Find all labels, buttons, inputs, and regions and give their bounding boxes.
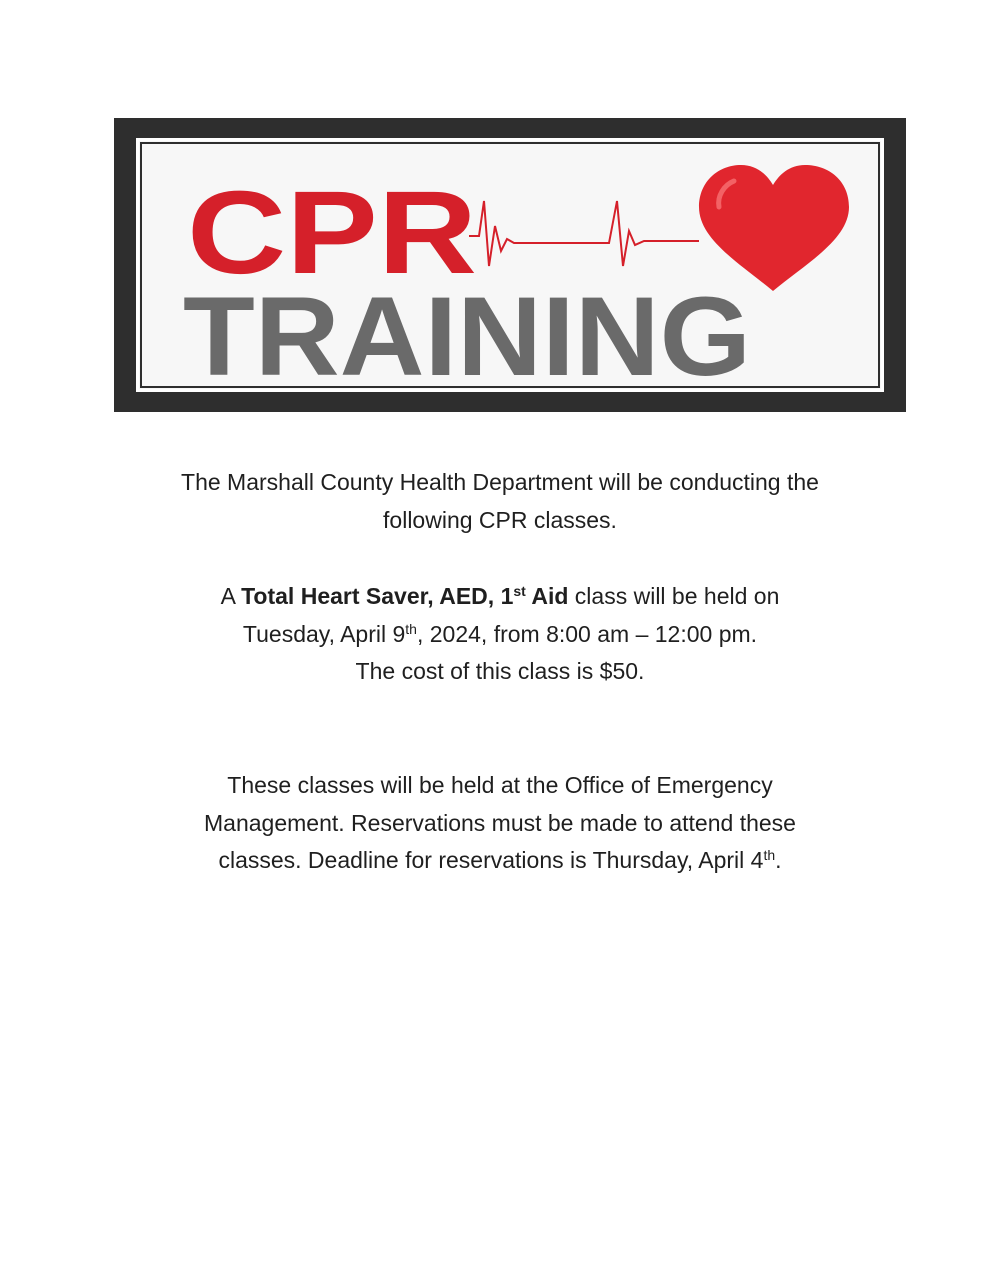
location-line-2: Management. Reservations must be made to attend these	[204, 809, 796, 836]
class-prefix: A	[220, 583, 242, 609]
deadline-period: .	[775, 847, 782, 873]
cpr-title: CPR	[187, 167, 477, 299]
intro-line-2: following CPR classes.	[383, 506, 617, 533]
class-date-a: Tuesday, April 9	[242, 620, 406, 647]
intro-line-1: The Marshall County Health Department will be conducting the	[181, 469, 819, 495]
banner-inner-panel	[136, 138, 884, 395]
deadline-text: classes. Deadline for reservations is Thursday, April 4	[218, 847, 764, 873]
class-cost: The cost of this class is $50.	[355, 658, 645, 684]
class-name-superscript: st	[513, 583, 526, 599]
location-line-3	[100, 842, 900, 880]
heart-icon	[699, 165, 849, 291]
class-date-superscript: th	[405, 620, 417, 637]
cpr-training-banner	[114, 118, 906, 412]
intro-paragraph	[100, 464, 900, 539]
class-held-on: class will be held on	[568, 583, 780, 609]
class-date-line	[100, 616, 900, 654]
class-info-line-1	[100, 578, 900, 616]
training-title: TRAINING	[183, 274, 751, 395]
location-line-1: These classes will be held at the Office of Emergency	[227, 772, 773, 798]
class-name-part-a: Total Heart Saver, AED, 1	[241, 583, 514, 609]
class-info-paragraph	[100, 578, 900, 691]
banner-graphic	[139, 141, 884, 395]
location-paragraph	[100, 767, 900, 880]
deadline-superscript: th	[763, 847, 776, 863]
class-name	[241, 583, 568, 609]
class-date-b: , 2024, from 8:00 am – 12:00 pm.	[416, 620, 758, 647]
class-name-part-b: Aid	[525, 583, 569, 609]
heartbeat-line-icon	[469, 201, 699, 266]
